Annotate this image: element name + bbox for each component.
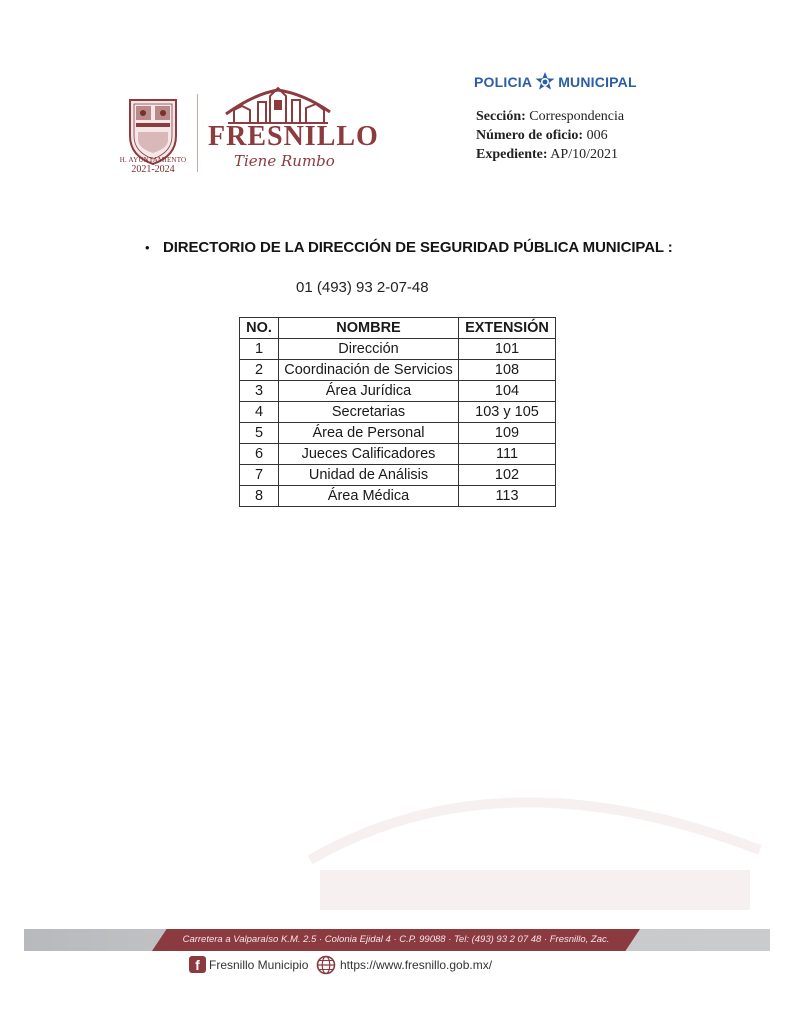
police-left-label: POLICIA (474, 74, 533, 90)
expediente-label: Expediente: (476, 147, 548, 162)
table-row (240, 465, 556, 486)
cell-extension: 111 (459, 444, 556, 465)
cell-extension: 103 y 105 (459, 402, 556, 423)
facebook-link[interactable]: Fresnillo Municipio (209, 958, 309, 972)
expediente-line (476, 146, 618, 164)
table-row (240, 381, 556, 402)
cell-extension: 101 (459, 339, 556, 360)
facebook-icon[interactable]: f (189, 956, 206, 973)
cell-nombre: Unidad de Análisis (279, 465, 459, 486)
cell-no: 5 (240, 423, 279, 444)
table-header-row (240, 318, 556, 339)
cell-no: 2 (240, 360, 279, 381)
table-row (240, 360, 556, 381)
city-tagline: Tiene Rumbo (234, 152, 335, 170)
cell-extension: 104 (459, 381, 556, 402)
table-row (240, 402, 556, 423)
ayuntamiento-years: 2021-2024 (131, 164, 175, 175)
page-title: DIRECTORIO DE LA DIRECCIÓN DE SEGURIDAD PÚBLICA MUNICIPAL : (163, 239, 673, 256)
police-right-label: MUNICIPAL (558, 74, 637, 90)
table-row (240, 423, 556, 444)
logo-divider (197, 94, 198, 172)
cell-nombre: Área Médica (279, 486, 459, 507)
globe-icon[interactable] (316, 955, 336, 975)
ayuntamiento-label: H. AYUNTAMIENTO (119, 156, 187, 164)
cell-no: 4 (240, 402, 279, 423)
watermark-skyline-icon (300, 740, 770, 920)
city-name: FRESNILLO (208, 121, 379, 152)
oficio-value: 006 (586, 128, 608, 143)
oficio-line (476, 127, 608, 145)
phone-number: 01 (493) 93 2-07-48 (296, 279, 429, 296)
website-link[interactable]: https://www.fresnillo.gob.mx/ (340, 958, 493, 972)
fresnillo-skyline-icon (224, 86, 332, 126)
cell-no: 6 (240, 444, 279, 465)
cell-no: 3 (240, 381, 279, 402)
cell-nombre: Secretarias (279, 402, 459, 423)
cell-nombre: Coordinación de Servicios (279, 360, 459, 381)
column-header-no: NO. (240, 318, 279, 339)
cell-nombre: Área de Personal (279, 423, 459, 444)
column-header-nombre: NOMBRE (279, 318, 459, 339)
cell-nombre: Jueces Calificadores (279, 444, 459, 465)
cell-nombre: Dirección (279, 339, 459, 360)
seccion-value: Correspondencia (529, 109, 625, 124)
directory-table (239, 317, 556, 507)
table-row (240, 339, 556, 360)
column-header-extension: EXTENSIÓN (459, 318, 556, 339)
cell-no: 1 (240, 339, 279, 360)
cell-no: 7 (240, 465, 279, 486)
seccion-line (476, 108, 624, 126)
oficio-label: Número de oficio: (476, 128, 584, 143)
footer-address: Carretera a Valparaíso K.M. 2.5 · Colonia Ejidal 4 · C.P. 99088 · Tel: (493) 93 2 07 48 · Fresnillo, Zac. (182, 934, 610, 945)
table-row (240, 486, 556, 507)
expediente-value: AP/10/2021 (550, 147, 618, 162)
cell-no: 8 (240, 486, 279, 507)
table-row (240, 444, 556, 465)
seccion-label: Sección: (476, 109, 526, 124)
cell-nombre: Área Jurídica (279, 381, 459, 402)
police-star-badge-icon (534, 71, 556, 93)
cell-extension: 109 (459, 423, 556, 444)
cell-extension: 102 (459, 465, 556, 486)
police-header (474, 70, 637, 94)
cell-extension: 113 (459, 486, 556, 507)
cell-extension: 108 (459, 360, 556, 381)
heading-bullet: • (145, 240, 150, 255)
